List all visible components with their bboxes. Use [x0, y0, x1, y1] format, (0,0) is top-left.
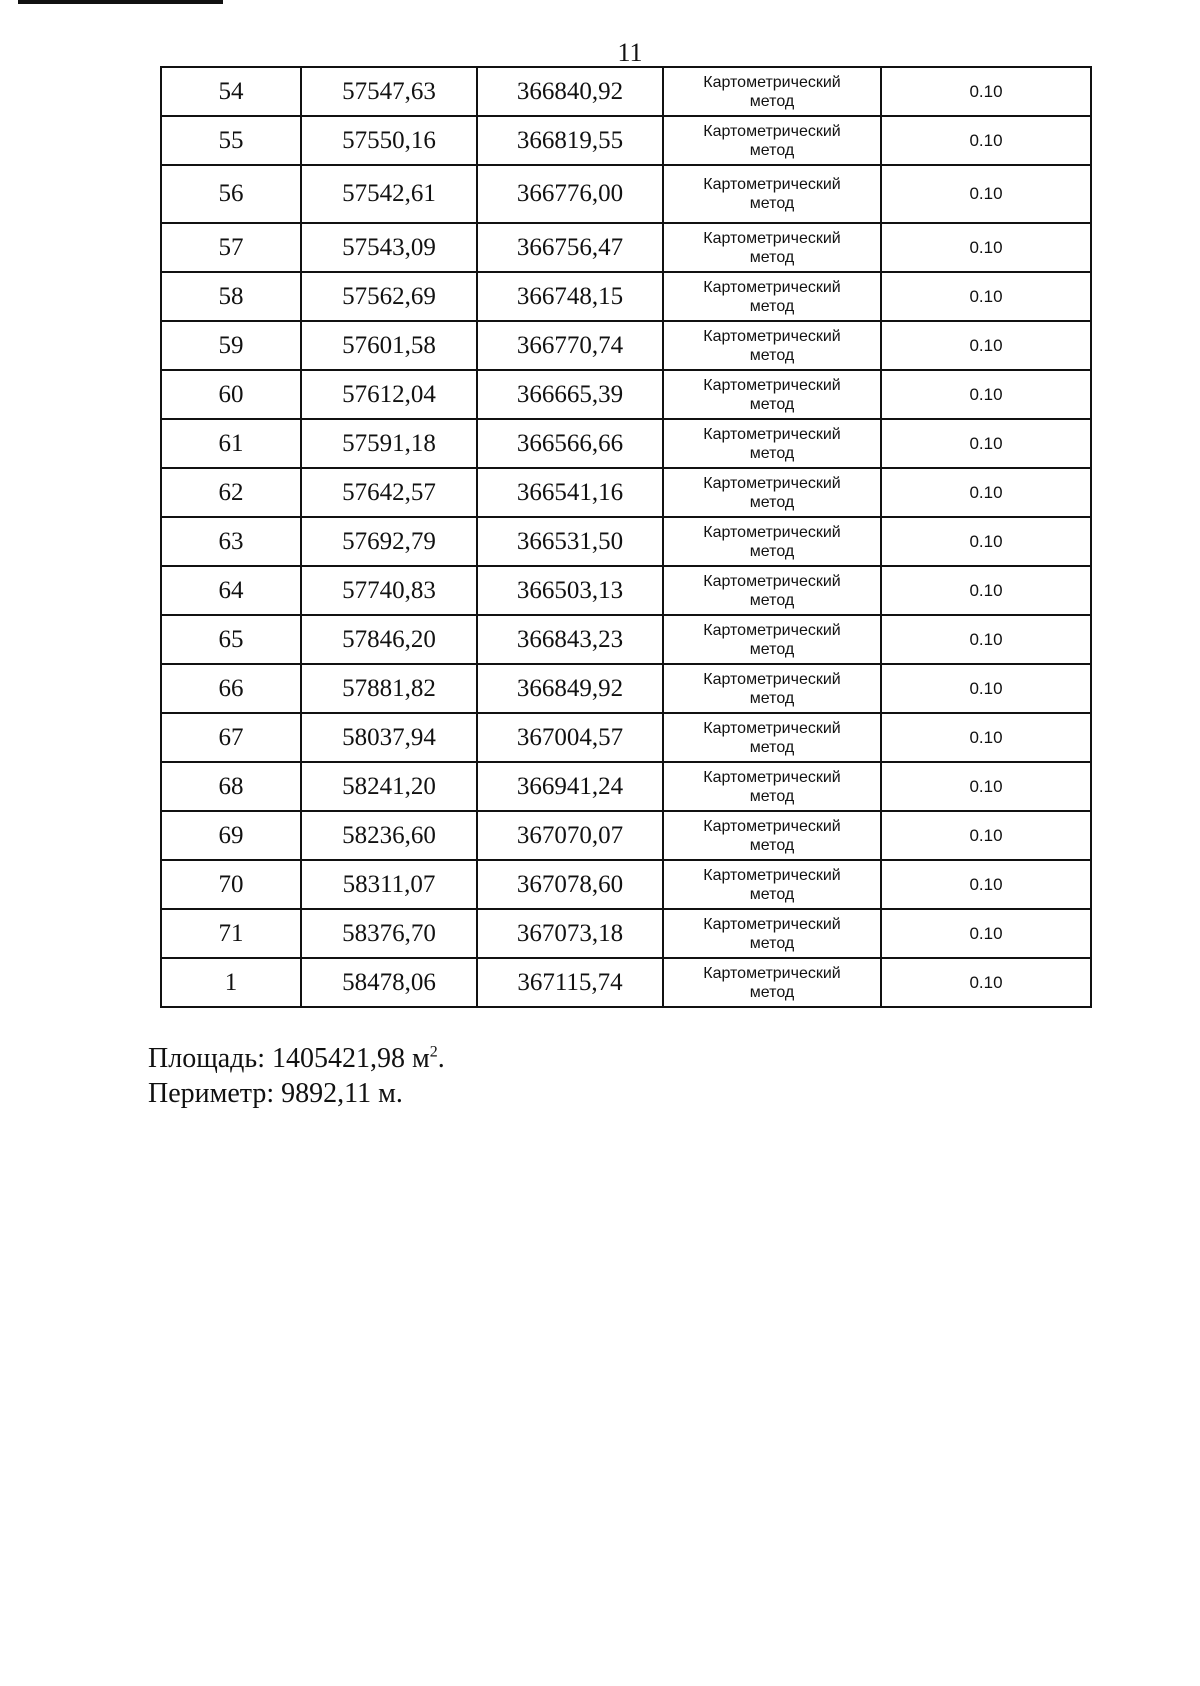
method-cell [663, 909, 881, 958]
accuracy-cell: 0.10 [881, 811, 1091, 860]
method-line: метод [749, 493, 795, 511]
coordinates-table-body [161, 67, 1091, 1007]
x-coordinate-cell: 57550,16 [301, 116, 477, 165]
x-coordinate-cell: 57542,61 [301, 165, 477, 223]
y-coordinate-cell: 367115,74 [477, 958, 663, 1007]
page-number: 11 [617, 38, 643, 67]
point-number-cell: 71 [161, 909, 301, 958]
method-line: метод [749, 689, 795, 707]
point-number-cell: 63 [161, 517, 301, 566]
point-number-cell: 61 [161, 419, 301, 468]
method-cell [663, 517, 881, 566]
table-row [161, 860, 1091, 909]
method-cell [663, 419, 881, 468]
accuracy-cell: 0.10 [881, 116, 1091, 165]
method-cell [663, 762, 881, 811]
method-line: метод [749, 836, 795, 854]
point-number-cell: 59 [161, 321, 301, 370]
table-row [161, 811, 1091, 860]
table-row [161, 958, 1091, 1007]
method-line: Картометрический [703, 73, 841, 91]
method-cell [663, 116, 881, 165]
method-line: метод [749, 934, 795, 952]
table-row [161, 419, 1091, 468]
method-cell [663, 67, 881, 116]
method-line: метод [749, 738, 795, 756]
point-number-cell: 65 [161, 615, 301, 664]
method-line: Картометрический [703, 278, 841, 296]
point-number-cell: 70 [161, 860, 301, 909]
method-line: Картометрический [703, 866, 841, 884]
accuracy-cell: 0.10 [881, 321, 1091, 370]
area-unit-power: 2 [429, 1043, 438, 1061]
y-coordinate-cell: 366503,13 [477, 566, 663, 615]
method-line: Картометрический [703, 229, 841, 247]
method-cell [663, 223, 881, 272]
method-line: Картометрический [703, 768, 841, 786]
method-line: Картометрический [703, 122, 841, 140]
table-row [161, 517, 1091, 566]
point-number-cell: 1 [161, 958, 301, 1007]
x-coordinate-cell: 57740,83 [301, 566, 477, 615]
y-coordinate-cell: 367078,60 [477, 860, 663, 909]
method-cell [663, 615, 881, 664]
table-row [161, 468, 1091, 517]
accuracy-cell: 0.10 [881, 566, 1091, 615]
method-line: метод [749, 787, 795, 805]
method-line: Картометрический [703, 964, 841, 982]
accuracy-cell: 0.10 [881, 67, 1091, 116]
y-coordinate-cell: 366849,92 [477, 664, 663, 713]
y-coordinate-cell: 366776,00 [477, 165, 663, 223]
point-number-cell: 68 [161, 762, 301, 811]
accuracy-cell: 0.10 [881, 223, 1091, 272]
method-line: Картометрический [703, 719, 841, 737]
x-coordinate-cell: 58478,06 [301, 958, 477, 1007]
x-coordinate-cell: 57846,20 [301, 615, 477, 664]
x-coordinate-cell: 57601,58 [301, 321, 477, 370]
x-coordinate-cell: 57612,04 [301, 370, 477, 419]
method-line: Картометрический [703, 915, 841, 933]
accuracy-cell: 0.10 [881, 165, 1091, 223]
accuracy-cell: 0.10 [881, 958, 1091, 1007]
table-row [161, 321, 1091, 370]
method-line: Картометрический [703, 817, 841, 835]
method-cell [663, 272, 881, 321]
method-cell [663, 713, 881, 762]
method-line: Картометрический [703, 425, 841, 443]
y-coordinate-cell: 366541,16 [477, 468, 663, 517]
accuracy-cell: 0.10 [881, 517, 1091, 566]
method-line: метод [749, 141, 795, 159]
x-coordinate-cell: 57543,09 [301, 223, 477, 272]
accuracy-cell: 0.10 [881, 370, 1091, 419]
x-coordinate-cell: 57591,18 [301, 419, 477, 468]
table-row [161, 615, 1091, 664]
table-row [161, 664, 1091, 713]
table-row [161, 272, 1091, 321]
accuracy-cell: 0.10 [881, 762, 1091, 811]
point-number-cell: 66 [161, 664, 301, 713]
x-coordinate-cell: 57881,82 [301, 664, 477, 713]
point-number-cell: 57 [161, 223, 301, 272]
method-line: Картометрический [703, 572, 841, 590]
accuracy-cell: 0.10 [881, 615, 1091, 664]
accuracy-cell: 0.10 [881, 272, 1091, 321]
accuracy-cell: 0.10 [881, 909, 1091, 958]
method-line: метод [749, 195, 795, 212]
x-coordinate-cell: 58037,94 [301, 713, 477, 762]
method-line: Картометрический [703, 376, 841, 394]
y-coordinate-cell: 366770,74 [477, 321, 663, 370]
method-cell [663, 321, 881, 370]
method-cell [663, 566, 881, 615]
y-coordinate-cell: 366566,66 [477, 419, 663, 468]
method-cell [663, 664, 881, 713]
x-coordinate-cell: 58376,70 [301, 909, 477, 958]
method-line: метод [749, 297, 795, 315]
method-cell [663, 165, 881, 223]
point-number-cell: 54 [161, 67, 301, 116]
point-number-cell: 67 [161, 713, 301, 762]
y-coordinate-cell: 366748,15 [477, 272, 663, 321]
table-row [161, 67, 1091, 116]
point-number-cell: 55 [161, 116, 301, 165]
point-number-cell: 60 [161, 370, 301, 419]
top-rule [18, 0, 223, 4]
accuracy-cell: 0.10 [881, 860, 1091, 909]
method-line: Картометрический [703, 621, 841, 639]
y-coordinate-cell: 366941,24 [477, 762, 663, 811]
table-row [161, 116, 1091, 165]
method-line: метод [749, 248, 795, 266]
table-row [161, 165, 1091, 223]
area-line [148, 1043, 445, 1075]
method-line: Картометрический [703, 523, 841, 541]
x-coordinate-cell: 58311,07 [301, 860, 477, 909]
point-number-cell: 64 [161, 566, 301, 615]
accuracy-cell: 0.10 [881, 664, 1091, 713]
x-coordinate-cell: 57692,79 [301, 517, 477, 566]
area-value: 1405421,98 м [271, 1043, 430, 1074]
table-row [161, 762, 1091, 811]
method-cell [663, 468, 881, 517]
method-line: метод [749, 983, 795, 1001]
table-row [161, 909, 1091, 958]
method-line: метод [749, 591, 795, 609]
method-line: метод [749, 542, 795, 560]
y-coordinate-cell: 366840,92 [477, 67, 663, 116]
method-cell [663, 860, 881, 909]
area-label: Площадь: [148, 1043, 265, 1074]
point-number-cell: 56 [161, 165, 301, 223]
point-number-cell: 58 [161, 272, 301, 321]
table-row [161, 713, 1091, 762]
method-line: метод [749, 885, 795, 903]
y-coordinate-cell: 367073,18 [477, 909, 663, 958]
point-number-cell: 69 [161, 811, 301, 860]
y-coordinate-cell: 366665,39 [477, 370, 663, 419]
accuracy-cell: 0.10 [881, 713, 1091, 762]
y-coordinate-cell: 366756,47 [477, 223, 663, 272]
y-coordinate-cell: 367004,57 [477, 713, 663, 762]
table-row [161, 370, 1091, 419]
method-cell [663, 811, 881, 860]
x-coordinate-cell: 57642,57 [301, 468, 477, 517]
point-number-cell: 62 [161, 468, 301, 517]
table-row [161, 566, 1091, 615]
method-cell [663, 958, 881, 1007]
table-row [161, 223, 1091, 272]
method-line: Картометрический [703, 327, 841, 345]
method-line: метод [749, 444, 795, 462]
accuracy-cell: 0.10 [881, 468, 1091, 517]
area-suffix: . [437, 1043, 445, 1074]
x-coordinate-cell: 57547,63 [301, 67, 477, 116]
perimeter-line: Периметр: 9892,11 м. [148, 1078, 403, 1109]
y-coordinate-cell: 366819,55 [477, 116, 663, 165]
method-line: метод [749, 92, 795, 110]
method-line: Картометрический [703, 176, 841, 193]
x-coordinate-cell: 58241,20 [301, 762, 477, 811]
method-line: метод [749, 346, 795, 364]
coordinates-table [160, 66, 1092, 1008]
method-line: метод [749, 395, 795, 413]
y-coordinate-cell: 366843,23 [477, 615, 663, 664]
method-line: метод [749, 640, 795, 658]
method-line: Картометрический [703, 670, 841, 688]
y-coordinate-cell: 366531,50 [477, 517, 663, 566]
x-coordinate-cell: 58236,60 [301, 811, 477, 860]
y-coordinate-cell: 367070,07 [477, 811, 663, 860]
method-line: Картометрический [703, 474, 841, 492]
x-coordinate-cell: 57562,69 [301, 272, 477, 321]
method-cell [663, 370, 881, 419]
accuracy-cell: 0.10 [881, 419, 1091, 468]
